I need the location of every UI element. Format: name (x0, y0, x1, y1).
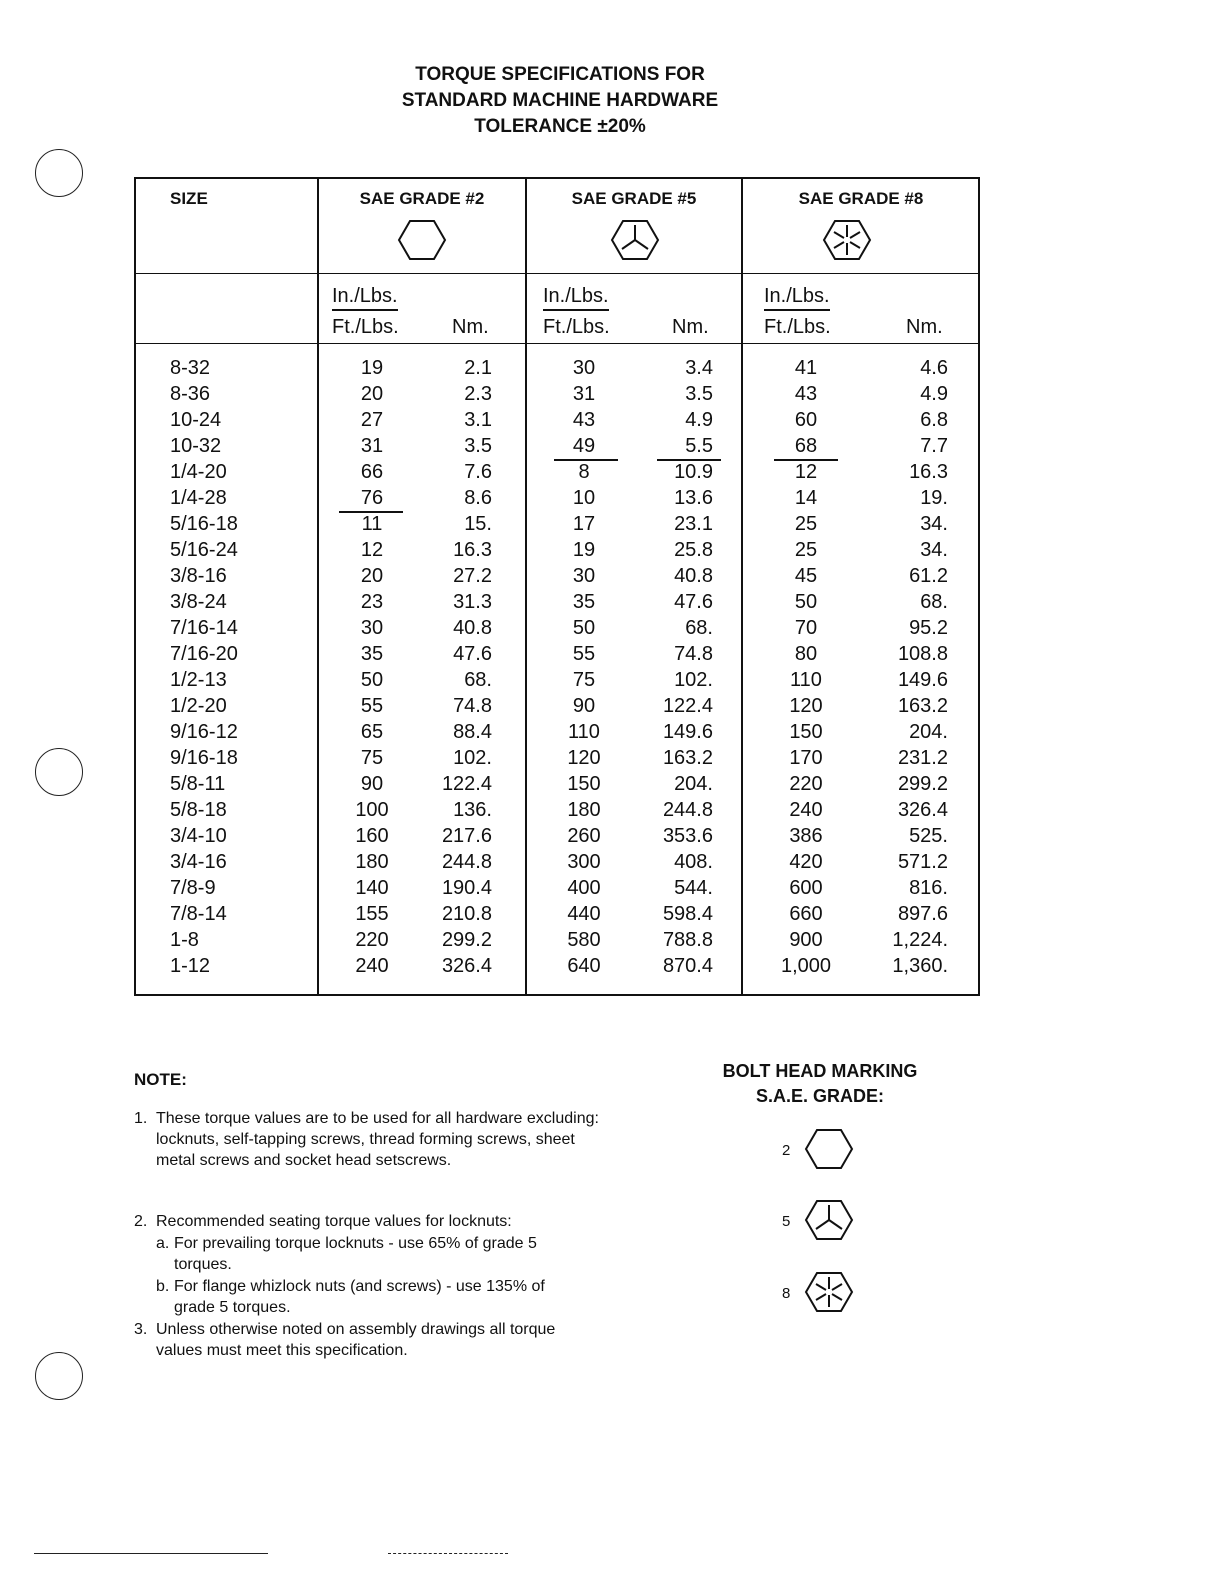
title-line-3: TOLERANCE ±20% (474, 116, 646, 137)
unit-change-rule-grade-5-nm (657, 459, 721, 461)
unit-nm-grade-2: Nm. (452, 316, 489, 338)
cell-g8nm: 204. (909, 721, 948, 743)
cell-g8: 900 (789, 929, 823, 951)
note-2-text: Recommended seating torque values for locknuts: (156, 1213, 512, 1230)
cell-g5: 30 (572, 357, 596, 379)
cell-g2: 30 (360, 617, 384, 639)
cell-g2: 20 (360, 383, 384, 405)
cell-size: 1/4-28 (170, 487, 227, 509)
header-divider (136, 273, 978, 274)
cell-g2nm: 326.4 (441, 955, 492, 977)
cell-g5: 75 (572, 669, 596, 691)
hexagon-six-line-icon (822, 219, 872, 261)
note-3 (134, 1319, 604, 1361)
cell-g5: 580 (567, 929, 601, 951)
cell-g8: 150 (789, 721, 823, 743)
cell-size: 1/2-20 (170, 695, 227, 717)
note-2-number: 2. (134, 1213, 148, 1230)
torque-table (134, 177, 980, 996)
table-row (136, 927, 978, 953)
cell-g5nm: 788.8 (662, 929, 713, 951)
cell-g2: 240 (355, 955, 389, 977)
cell-g5nm: 102. (674, 669, 713, 691)
cell-g8nm: 1,224. (892, 929, 948, 951)
cell-g2nm: 299.2 (441, 929, 492, 951)
unit-change-rule-grade-5 (554, 459, 618, 461)
cell-g8: 43 (794, 383, 818, 405)
cell-g5: 400 (567, 877, 601, 899)
cell-g5nm: 122.4 (662, 695, 713, 717)
cell-g2nm: 3.1 (464, 409, 492, 431)
cell-g5: 17 (572, 513, 596, 535)
bolt-head-marking-line-2: S.A.E. GRADE: (755, 1086, 884, 1106)
table-row (136, 563, 978, 589)
cell-size: 3/4-10 (170, 825, 227, 847)
grade-label-8: 8 (782, 1285, 791, 1302)
cell-g5: 8 (578, 461, 590, 483)
cell-g2: 65 (360, 721, 384, 743)
cell-g8nm: 326.4 (897, 799, 948, 821)
cell-g8: 110 (790, 669, 822, 691)
cell-g2: 23 (360, 591, 384, 613)
cell-g5: 10 (572, 487, 596, 509)
cell-g8: 600 (789, 877, 823, 899)
cell-size: 7/8-14 (170, 903, 227, 925)
cell-g2nm: 88.4 (453, 721, 492, 743)
cell-size: 7/8-9 (170, 877, 216, 899)
table-row (136, 901, 978, 927)
cell-size: 1-12 (170, 955, 211, 977)
cell-g8: 660 (789, 903, 823, 925)
note-2a (156, 1233, 586, 1275)
cell-g2nm: 40.8 (453, 617, 492, 639)
cell-g8: 25 (794, 513, 818, 535)
cell-g5nm: 5.5 (685, 435, 713, 457)
table-row (136, 589, 978, 615)
cell-g5: 300 (567, 851, 601, 873)
cell-g5nm: 47.6 (674, 591, 713, 613)
cell-g2nm: 217.6 (441, 825, 492, 847)
cell-g8: 14 (794, 487, 818, 509)
cell-g8: 240 (789, 799, 823, 821)
cell-size: 5/16-24 (170, 539, 238, 561)
table-row (136, 771, 978, 797)
cell-g8: 420 (789, 851, 823, 873)
cell-g5nm: 204. (674, 773, 713, 795)
cell-g5nm: 149.6 (662, 721, 713, 743)
cell-g8nm: 525. (909, 825, 948, 847)
punch-hole-top (35, 149, 83, 197)
cell-size: 3/4-16 (170, 851, 227, 873)
punch-hole-middle (35, 748, 83, 796)
note-2b-label: b. (156, 1278, 170, 1295)
table-row (136, 745, 978, 771)
cell-g5nm: 74.8 (674, 643, 713, 665)
cell-g2: 160 (355, 825, 389, 847)
cell-size: 3/8-16 (170, 565, 227, 587)
unit-ft-lbs-grade-5: Ft./Lbs. (543, 316, 610, 338)
cell-size: 7/16-20 (170, 643, 238, 665)
cell-g2nm: 68. (464, 669, 492, 691)
cell-g8nm: 897.6 (897, 903, 948, 925)
table-row (136, 615, 978, 641)
grade-label-5: 5 (782, 1213, 791, 1230)
cell-g5nm: 3.4 (685, 357, 713, 379)
table-row (136, 719, 978, 745)
cell-g2nm: 2.3 (464, 383, 492, 405)
cell-g8nm: 4.9 (920, 383, 948, 405)
cell-g8nm: 95.2 (909, 617, 948, 639)
cell-g5nm: 68. (685, 617, 713, 639)
cell-g2: 31 (360, 435, 384, 457)
cell-size: 10-24 (170, 409, 222, 431)
note-2a-text: For prevailing torque locknuts - use 65% of grade 5 torques. (174, 1235, 537, 1273)
cell-size: 1-8 (170, 929, 199, 951)
unit-change-rule-grade-2 (339, 511, 403, 513)
cell-g5nm: 3.5 (685, 383, 713, 405)
cell-size: 10-32 (170, 435, 222, 457)
note-2b (156, 1276, 586, 1318)
unit-in-lbs-grade-2: In./Lbs. (332, 285, 398, 311)
cell-size: 5/16-18 (170, 513, 238, 535)
cell-g8nm: 61.2 (909, 565, 948, 587)
punch-hole-bottom (35, 1352, 83, 1400)
unit-ft-lbs-grade-2: Ft./Lbs. (332, 316, 399, 338)
cell-g8: 80 (794, 643, 818, 665)
page-title (0, 62, 1120, 140)
cell-g5: 110 (568, 721, 600, 743)
table-row (136, 641, 978, 667)
cell-g5nm: 23.1 (674, 513, 713, 535)
units-divider (136, 343, 978, 344)
cell-g5: 49 (572, 435, 596, 457)
cell-g2: 20 (360, 565, 384, 587)
note-2 (134, 1211, 604, 1232)
cell-g2nm: 7.6 (464, 461, 492, 483)
cell-g2: 90 (360, 773, 384, 795)
cell-g8: 386 (789, 825, 823, 847)
bolt-head-marking-heading (700, 1059, 940, 1109)
cell-g8: 25 (794, 539, 818, 561)
cell-g5nm: 544. (674, 877, 713, 899)
unit-in-lbs-grade-8: In./Lbs. (764, 285, 830, 311)
table-row (136, 485, 978, 511)
cell-g2: 12 (360, 539, 384, 561)
table-row (136, 953, 978, 979)
cell-g8: 1,000 (780, 955, 832, 977)
cell-g5nm: 25.8 (674, 539, 713, 561)
cell-g2nm: 27.2 (453, 565, 492, 587)
cell-g8nm: 4.6 (920, 357, 948, 379)
hexagon-plain-icon (397, 219, 447, 261)
footer-rule (34, 1553, 268, 1554)
cell-size: 8-32 (170, 357, 211, 379)
cell-g5nm: 163.2 (662, 747, 713, 769)
cell-g2nm: 47.6 (453, 643, 492, 665)
cell-g8: 120 (789, 695, 823, 717)
table-row (136, 667, 978, 693)
cell-g2: 66 (360, 461, 384, 483)
cell-g5: 50 (572, 617, 596, 639)
cell-size: 5/8-18 (170, 799, 227, 821)
unit-in-lbs-grade-5: In./Lbs. (543, 285, 609, 311)
unit-nm-grade-8: Nm. (906, 316, 943, 338)
cell-g5nm: 4.9 (685, 409, 713, 431)
cell-g2nm: 190.4 (441, 877, 492, 899)
cell-g2nm: 8.6 (464, 487, 492, 509)
cell-g5nm: 598.4 (662, 903, 713, 925)
cell-g2nm: 122.4 (441, 773, 492, 795)
cell-size: 9/16-12 (170, 721, 238, 743)
header-grade-2: SAE GRADE #2 (359, 189, 485, 208)
title-line-1: TORQUE SPECIFICATIONS FOR (415, 64, 705, 85)
cell-g2nm: 16.3 (453, 539, 492, 561)
header-size: SIZE (170, 189, 208, 208)
table-row (136, 407, 978, 433)
cell-g8nm: 163.2 (897, 695, 948, 717)
cell-g8: 45 (794, 565, 818, 587)
cell-g5nm: 13.6 (674, 487, 713, 509)
cell-g8: 60 (794, 409, 818, 431)
table-row (136, 875, 978, 901)
cell-g5: 440 (567, 903, 601, 925)
cell-g8: 50 (794, 591, 818, 613)
hexagon-three-line-icon (610, 219, 660, 261)
cell-g2: 50 (360, 669, 384, 691)
cell-g5: 260 (567, 825, 601, 847)
cell-g5: 180 (567, 799, 601, 821)
table-row (136, 693, 978, 719)
cell-g8nm: 6.8 (920, 409, 948, 431)
cell-g2nm: 210.8 (441, 903, 492, 925)
cell-g8: 68 (794, 435, 818, 457)
cell-g5: 19 (572, 539, 596, 561)
cell-g8nm: 299.2 (897, 773, 948, 795)
cell-g2nm: 136. (453, 799, 492, 821)
table-row (136, 511, 978, 537)
cell-g2: 19 (360, 357, 384, 379)
table-row (136, 849, 978, 875)
cell-g8nm: 108.8 (897, 643, 948, 665)
cell-g5: 150 (567, 773, 601, 795)
cell-g2: 35 (360, 643, 384, 665)
table-row (136, 433, 978, 459)
note-2b-text: For flange whizlock nuts (and screws) - use 135% of grade 5 torques. (174, 1278, 545, 1316)
cell-g8nm: 34. (920, 539, 948, 561)
cell-g2: 220 (355, 929, 389, 951)
cell-size: 1/4-20 (170, 461, 227, 483)
grade-2-hexagon-icon (804, 1128, 854, 1170)
cell-g5: 120 (567, 747, 601, 769)
cell-g2nm: 2.1 (464, 357, 492, 379)
unit-change-rule-grade-8 (774, 459, 838, 461)
cell-g8nm: 34. (920, 513, 948, 535)
cell-g8nm: 149.6 (897, 669, 948, 691)
cell-g2nm: 31.3 (453, 591, 492, 613)
footer-rule-dashed (388, 1553, 508, 1554)
cell-g8nm: 7.7 (920, 435, 948, 457)
cell-g5nm: 408. (674, 851, 713, 873)
cell-g8: 170 (789, 747, 823, 769)
cell-size: 3/8-24 (170, 591, 227, 613)
cell-g8nm: 19. (920, 487, 948, 509)
cell-g5: 35 (572, 591, 596, 613)
cell-g2: 27 (360, 409, 384, 431)
cell-g2nm: 3.5 (464, 435, 492, 457)
cell-g5nm: 10.9 (674, 461, 713, 483)
cell-g5: 55 (572, 643, 596, 665)
note-1-number: 1. (134, 1110, 148, 1127)
cell-g5: 30 (572, 565, 596, 587)
cell-g5: 90 (572, 695, 596, 717)
cell-g2: 11 (361, 513, 383, 535)
unit-nm-grade-5: Nm. (672, 316, 709, 338)
cell-g8nm: 571.2 (897, 851, 948, 873)
cell-g2: 100 (355, 799, 389, 821)
table-row (136, 537, 978, 563)
cell-g5: 640 (567, 955, 601, 977)
cell-g8nm: 231.2 (897, 747, 948, 769)
cell-g5nm: 870.4 (662, 955, 713, 977)
grade-5-hexagon-icon (804, 1199, 854, 1241)
cell-g2nm: 74.8 (453, 695, 492, 717)
cell-g2: 76 (360, 487, 384, 509)
cell-g2: 55 (360, 695, 384, 717)
cell-g2: 180 (355, 851, 389, 873)
table-row (136, 797, 978, 823)
cell-g8: 220 (789, 773, 823, 795)
cell-g2nm: 244.8 (441, 851, 492, 873)
cell-g2: 155 (355, 903, 389, 925)
table-row (136, 355, 978, 381)
cell-g8nm: 68. (920, 591, 948, 613)
cell-g5: 43 (572, 409, 596, 431)
title-line-2: STANDARD MACHINE HARDWARE (401, 90, 719, 111)
cell-size: 5/8-11 (170, 773, 226, 795)
header-grade-5: SAE GRADE #5 (571, 189, 697, 208)
note-3-number: 3. (134, 1321, 148, 1338)
cell-g5nm: 244.8 (662, 799, 713, 821)
cell-g5nm: 353.6 (662, 825, 713, 847)
table-body (136, 355, 978, 979)
grade-8-hexagon-icon (804, 1271, 854, 1313)
note-1-text: These torque values are to be used for all hardware excluding: locknuts, self-tapping screws, thread forming screws, sheet metal screws and socket head setscrews. (156, 1110, 599, 1169)
cell-g8nm: 816. (909, 877, 948, 899)
cell-g8nm: 16.3 (909, 461, 948, 483)
bolt-head-marking-line-1: BOLT HEAD MARKING (722, 1061, 918, 1081)
note-3-text: Unless otherwise noted on assembly drawings all torque values must meet this specification. (156, 1321, 556, 1359)
cell-size: 8-36 (170, 383, 211, 405)
cell-size: 1/2-13 (170, 669, 227, 691)
cell-g2nm: 15. (464, 513, 492, 535)
note-heading: NOTE: (134, 1070, 187, 1089)
cell-g2nm: 102. (453, 747, 492, 769)
cell-g8: 70 (794, 617, 818, 639)
cell-size: 9/16-18 (170, 747, 238, 769)
cell-g8: 12 (794, 461, 818, 483)
cell-g8: 41 (794, 357, 818, 379)
header-grade-8: SAE GRADE #8 (798, 189, 924, 208)
cell-size: 7/16-14 (170, 617, 238, 639)
table-row (136, 381, 978, 407)
cell-g2: 75 (360, 747, 384, 769)
unit-ft-lbs-grade-8: Ft./Lbs. (764, 316, 831, 338)
table-row (136, 459, 978, 485)
note-1 (134, 1108, 604, 1171)
cell-g8nm: 1,360. (892, 955, 948, 977)
note-2a-label: a. (156, 1235, 170, 1252)
cell-g5nm: 40.8 (674, 565, 713, 587)
cell-g2: 140 (355, 877, 389, 899)
cell-g5: 31 (572, 383, 596, 405)
table-row (136, 823, 978, 849)
grade-label-2: 2 (782, 1142, 791, 1159)
